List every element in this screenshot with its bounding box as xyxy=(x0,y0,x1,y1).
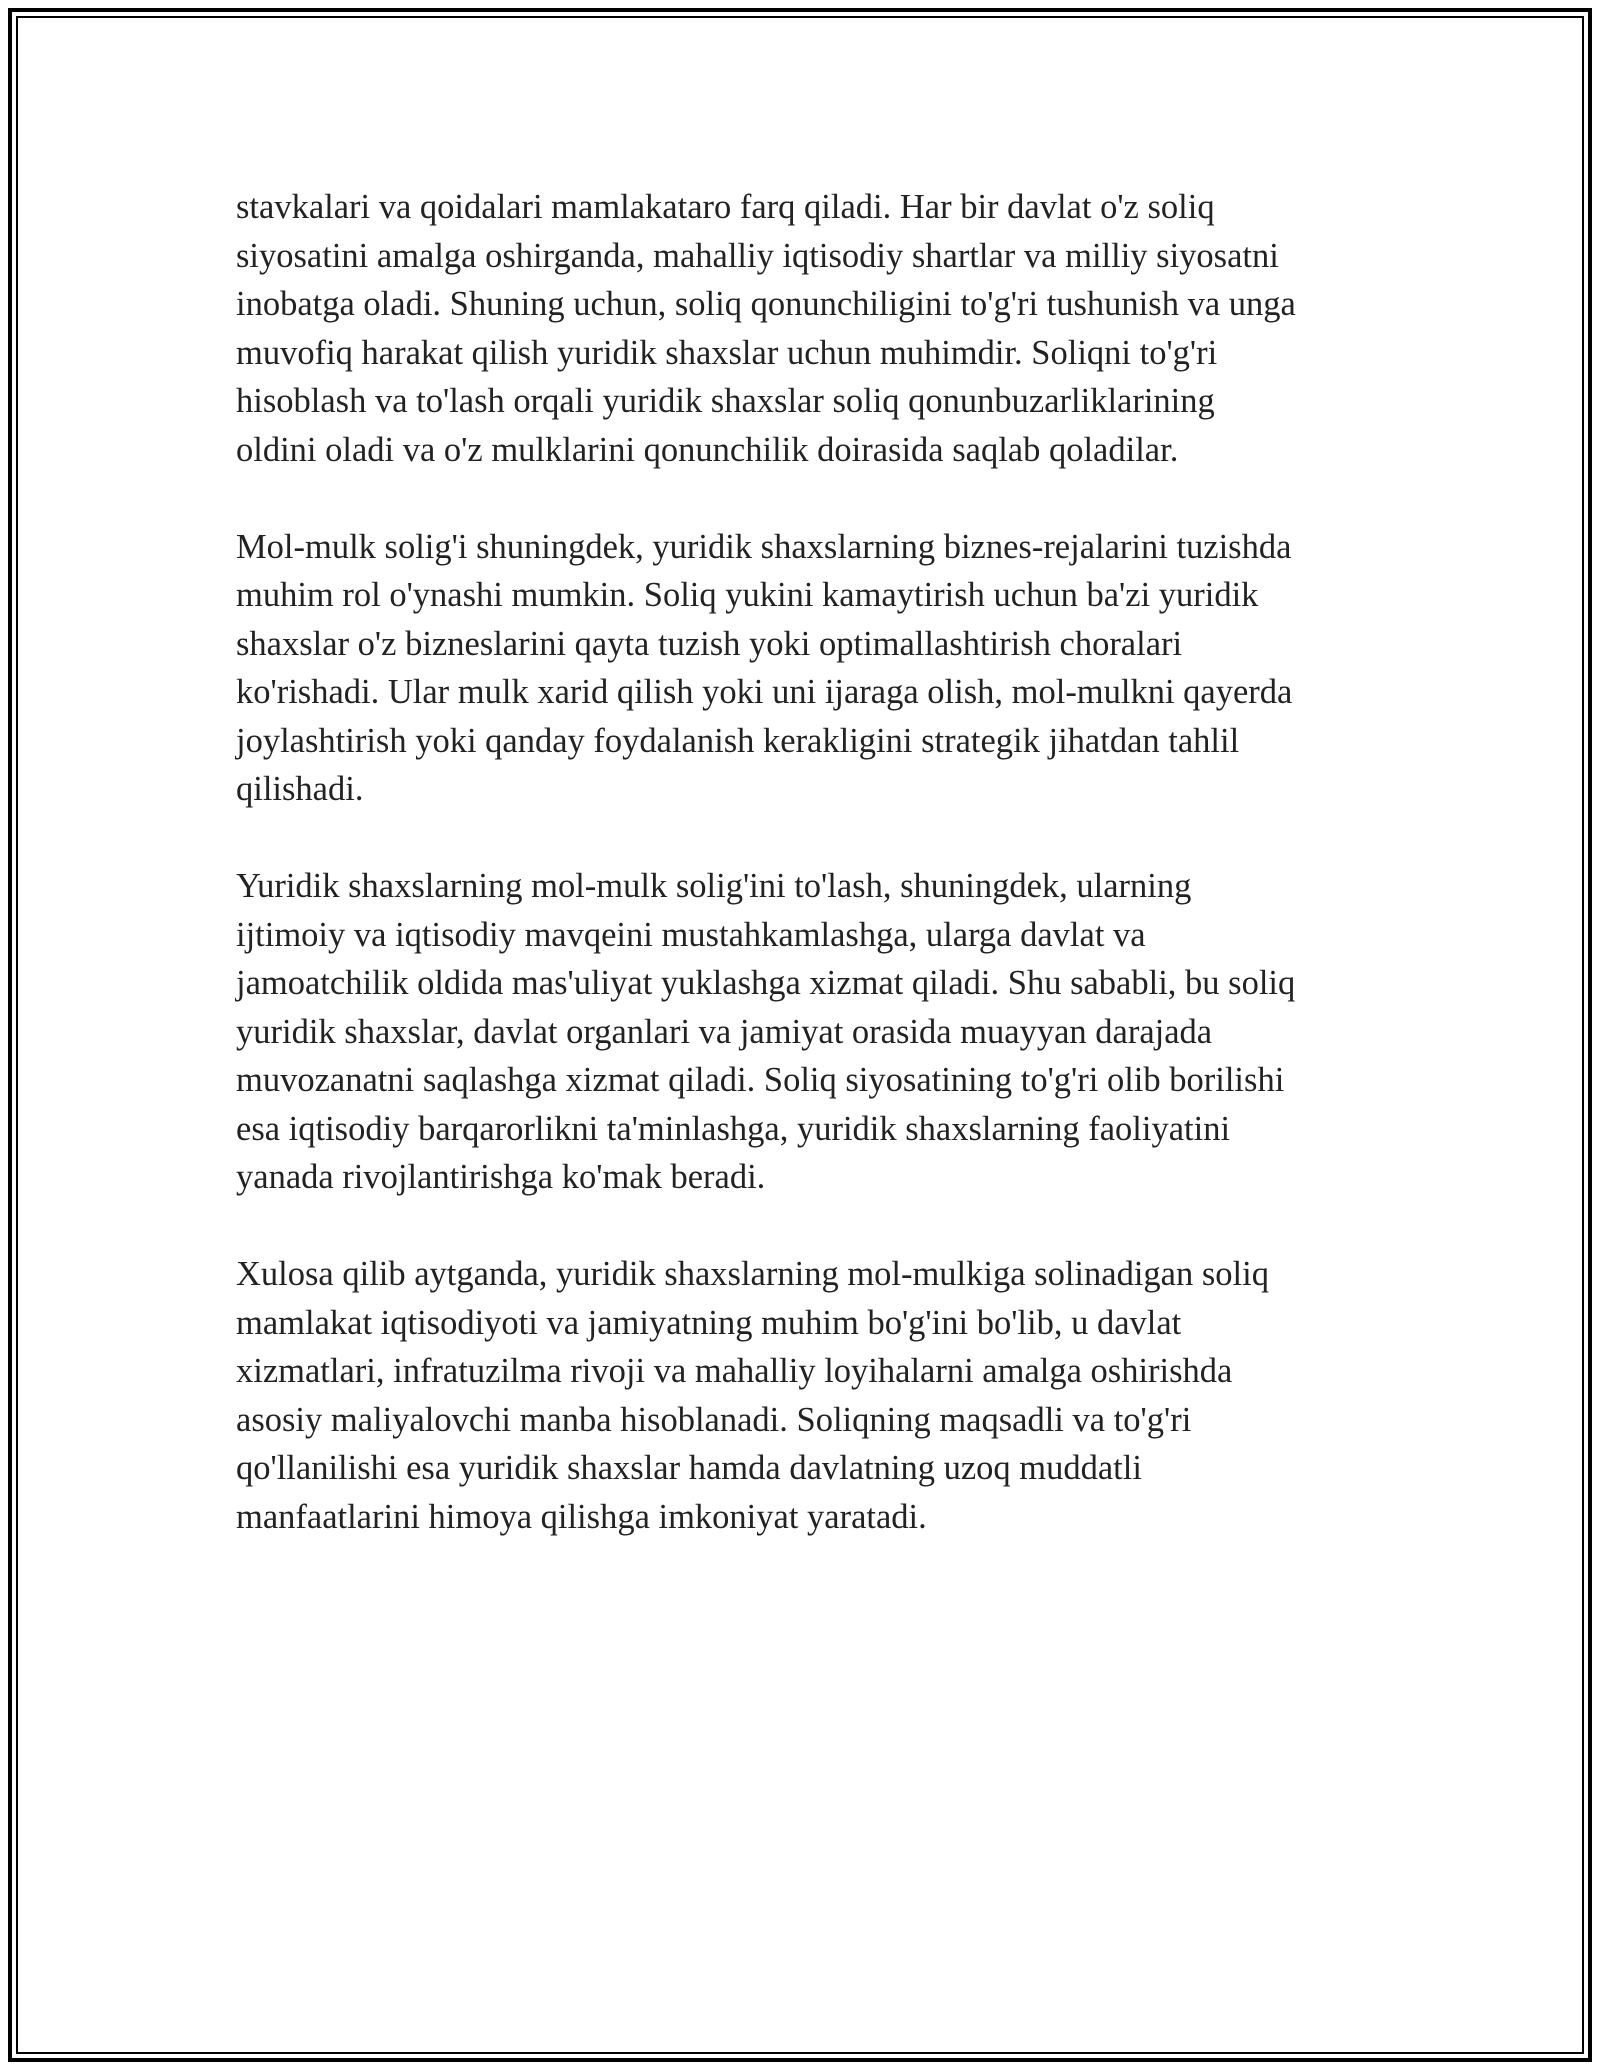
text-line: shaxslar o'z bizneslarini qayta tuzish yoki optimallashtirish choralari xyxy=(236,624,1183,663)
text-line: yanada rivojlantirishga ko'mak beradi. xyxy=(236,1158,766,1196)
text-line: stavkalari va qoidalari mamlakataro farq qiladi. Har bir davlat o'z soliq xyxy=(236,188,1215,226)
paragraph xyxy=(236,1250,1376,1541)
text-line: Yuridik shaxslarning mol-mulk solig'ini to'lash, shuningdek, ularning xyxy=(236,867,1192,905)
paragraph xyxy=(236,862,1376,1202)
text-line: yuridik shaxslar, davlat organlari va jamiyat orasida muayyan darajada xyxy=(236,1012,1213,1051)
text-line: xizmatlari, infratuzilma rivoji va mahalliy loyihalarni amalga oshirishda xyxy=(236,1352,1233,1390)
text-line: oldini oladi va o'z mulklarini qonunchilik doirasida saqlab qoladilar. xyxy=(236,430,1179,469)
text-line: hisoblash va to'lash orqali yuridik shaxslar soliq qonunbuzarliklarining xyxy=(236,382,1215,420)
text-line: siyosatini amalga oshirganda, mahalliy iqtisodiy shartlar va milliy siyosatni xyxy=(236,236,1279,275)
text-line: asosiy maliyalovchi manba hisoblanadi. Soliqning maqsadli va to'g'ri xyxy=(236,1400,1192,1439)
text-line: joylashtirish yoki qanday foydalanish kerakligini strategik jihatdan tahlil xyxy=(236,721,1240,760)
document-body xyxy=(236,183,1376,1541)
text-line: jamoatchilik oldida mas'uliyat yuklashga xizmat qiladi. Shu sababli, bu soliq xyxy=(236,964,1296,1002)
text-line: esa iqtisodiy barqarorlikni ta'minlashga, yuridik shaxslarning faoliyatini xyxy=(236,1109,1231,1148)
text-line: mamlakat iqtisodiyoti va jamiyatning muhim bo'g'ini bo'lib, u davlat xyxy=(236,1303,1182,1342)
text-line: qo'llanilishi esa yuridik shaxslar hamda davlatning uzoq muddatli xyxy=(236,1449,1142,1487)
text-line: Mol-mulk solig'i shuningdek, yuridik shaxslarning biznes-rejalarini tuzishda xyxy=(236,527,1292,566)
text-line: muvozanatni saqlashga xizmat qiladi. Soliq siyosatining to'g'ri olib borilishi xyxy=(236,1061,1285,1099)
text-line: Xulosa qilib aytganda, yuridik shaxslarning mol-mulkiga solinadigan soliq xyxy=(236,1255,1269,1293)
text-line: manfaatlarini himoya qilishga imkoniyat yaratadi. xyxy=(236,1497,927,1536)
text-line: inobatga oladi. Shuning uchun, soliq qonunchiligini to'g'ri tushunish va unga xyxy=(236,285,1296,323)
text-line: qilishadi. xyxy=(236,770,364,808)
text-line: ijtimoiy va iqtisodiy mavqeini mustahkamlashga, ularga davlat va xyxy=(236,915,1146,954)
paragraph xyxy=(236,523,1376,814)
text-line: muvofiq harakat qilish yuridik shaxslar uchun muhimdir. Soliqni to'g'ri xyxy=(236,333,1218,372)
paragraph xyxy=(236,183,1376,474)
text-line: ko'rishadi. Ular mulk xarid qilish yoki uni ijaraga olish, mol-mulkni qayerda xyxy=(236,673,1293,711)
text-line: muhim rol o'ynashi mumkin. Soliq yukini kamaytirish uchun ba'zi yuridik xyxy=(236,576,1259,614)
